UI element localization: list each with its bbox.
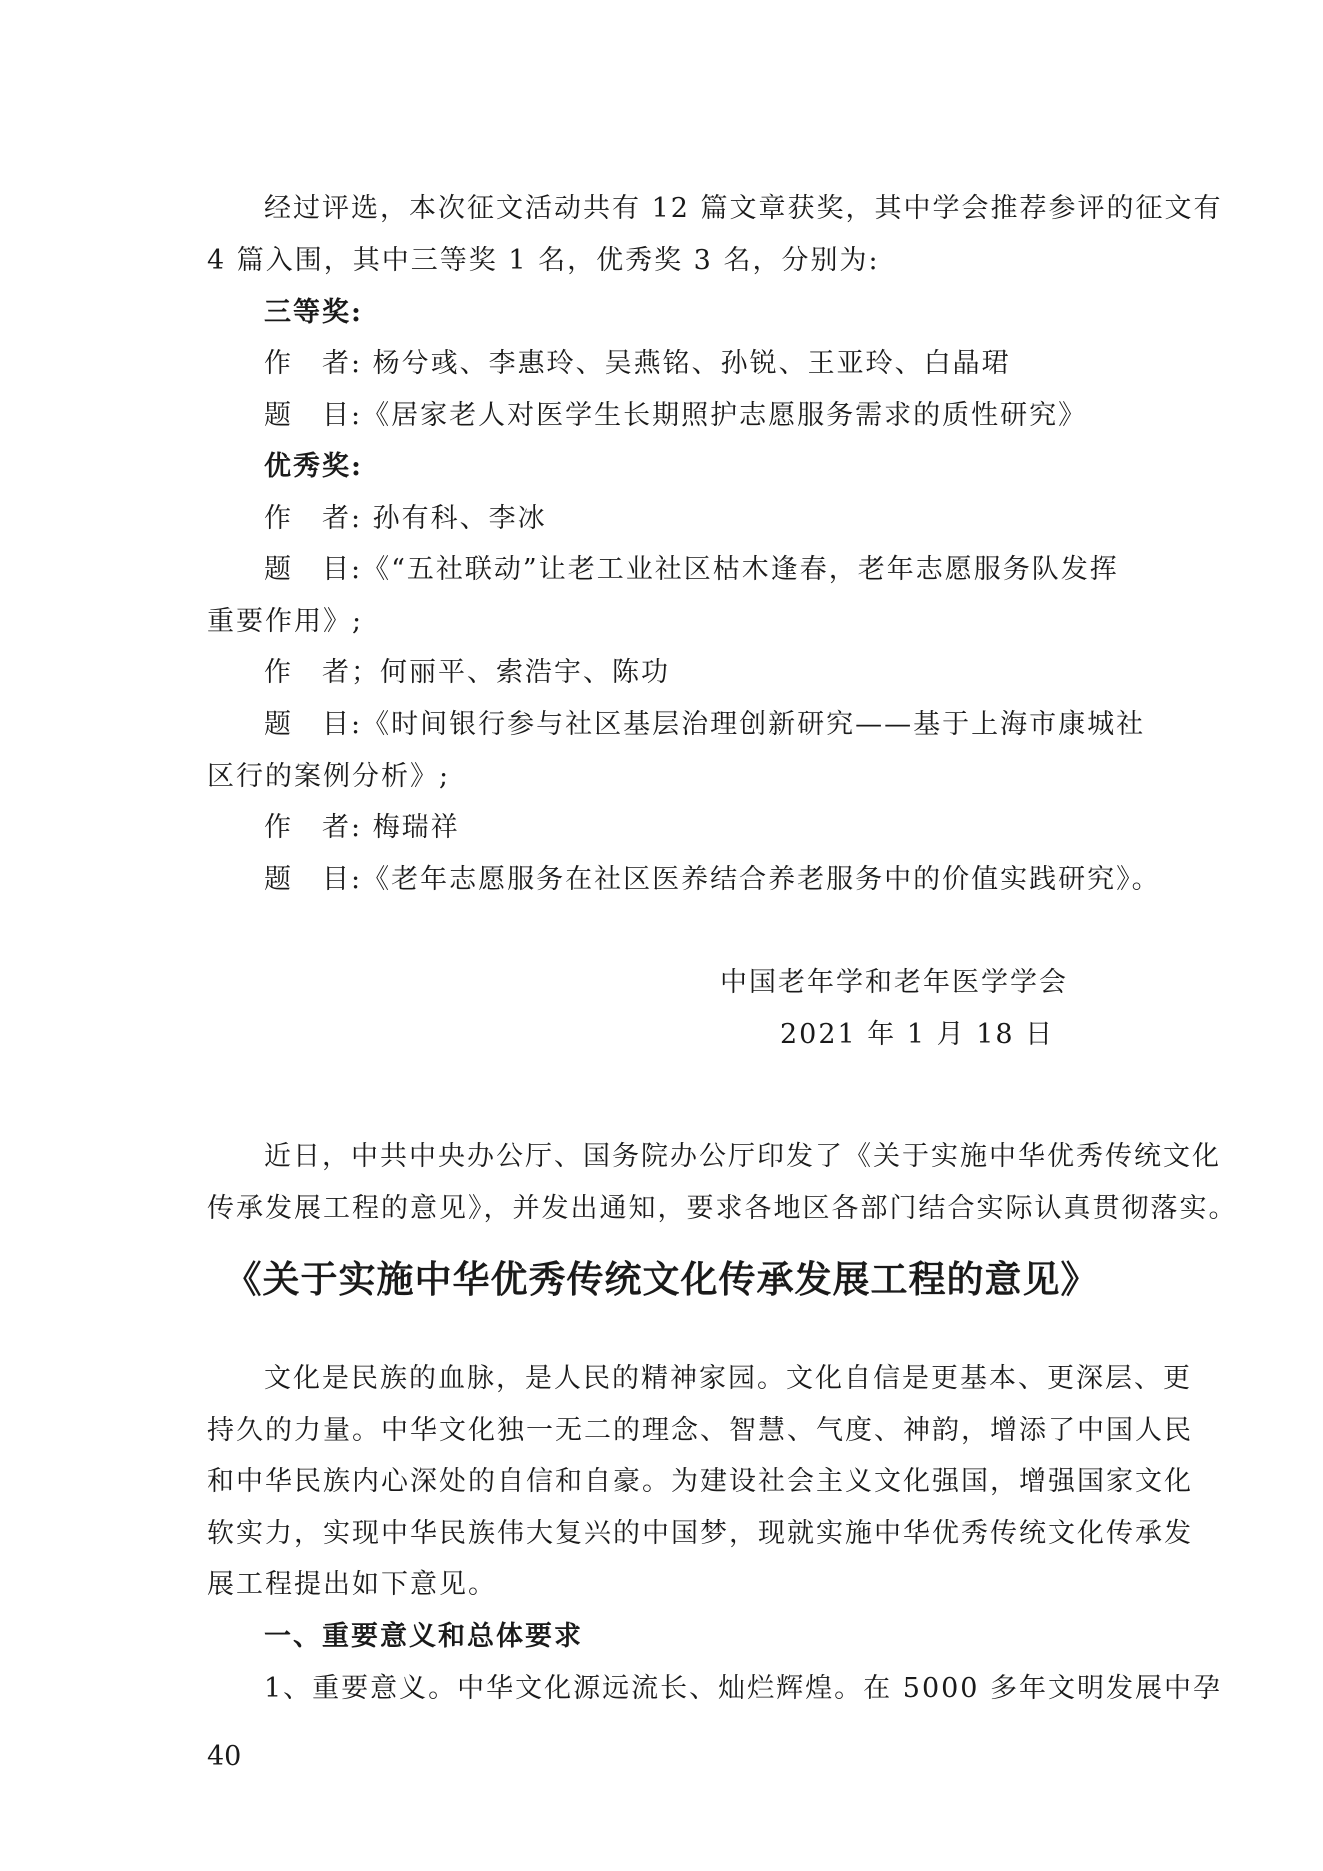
- excellence-line: 区行的案例分析》;: [207, 761, 451, 792]
- excellence-line: 题 目:《老年志愿服务在社区医养结合养老服务中的价值实践研究》。: [264, 864, 1161, 895]
- text-line: 展工程提出如下意见。: [207, 1569, 497, 1600]
- text-line: 文化是民族的血脉，是人民的精神家园。文化自信是更基本、更深层、更: [264, 1363, 1192, 1394]
- text-line: 软实力，实现中华民族伟大复兴的中国梦，现就实施中华优秀传统文化传承发: [207, 1518, 1193, 1549]
- text-line: 和中华民族内心深处的自信和自豪。为建设社会主义文化强国，增强国家文化: [207, 1466, 1193, 1497]
- text-line: 近日，中共中央办公厅、国务院办公厅印发了《关于实施中华优秀传统文化: [264, 1141, 1221, 1172]
- third-prize-title: 题 目:《居家老人对医学生长期照护志愿服务需求的质性研究》: [264, 400, 1088, 431]
- third-prize-authors: 作 者: 杨兮彧、李惠玲、吴燕铭、孙锐、王亚玲、白晶珺: [264, 348, 1011, 379]
- text-line: 经过评选，本次征文活动共有 12 篇文章获奖，其中学会推荐参评的征文有: [264, 193, 1223, 224]
- document-title: 《关于实施中华优秀传统文化传承发展工程的意见》: [224, 1258, 1099, 1301]
- section-heading: 一、重要意义和总体要求: [264, 1621, 583, 1652]
- signature-org: 中国老年学和老年医学学会: [720, 967, 1068, 998]
- excellence-line: 作 者: 孙有科、李冰: [264, 503, 547, 534]
- excellence-line: 题 目:《“五社联动”让老工业社区枯木逢春，老年志愿服务队发挥: [264, 554, 1119, 585]
- text-line: 传承发展工程的意见》，并发出通知，要求各地区各部门结合实际认真贯彻落实。: [207, 1193, 1238, 1224]
- text-line: 持久的力量。中华文化独一无二的理念、智慧、气度、神韵，增添了中国人民: [207, 1415, 1193, 1446]
- excellence-line: 重要作用》;: [207, 606, 364, 637]
- page-number: 40: [207, 1741, 242, 1772]
- excellence-heading: 优秀奖:: [264, 451, 363, 482]
- signature-date: 2021 年 1 月 18 日: [780, 1019, 1055, 1050]
- section-first-line: 1、重要意义。中华文化源远流长、灿烂辉煌。在 5000 多年文明发展中孕: [264, 1673, 1223, 1704]
- excellence-line: 作 者: 梅瑞祥: [264, 812, 460, 843]
- excellence-line: 题 目:《时间银行参与社区基层治理创新研究——基于上海市康城社: [264, 709, 1146, 740]
- excellence-line: 作 者；何丽平、索浩宇、陈功: [264, 657, 670, 688]
- text-line: 4 篇入围，其中三等奖 1 名，优秀奖 3 名，分别为:: [207, 245, 880, 276]
- third-prize-heading: 三等奖:: [264, 297, 363, 328]
